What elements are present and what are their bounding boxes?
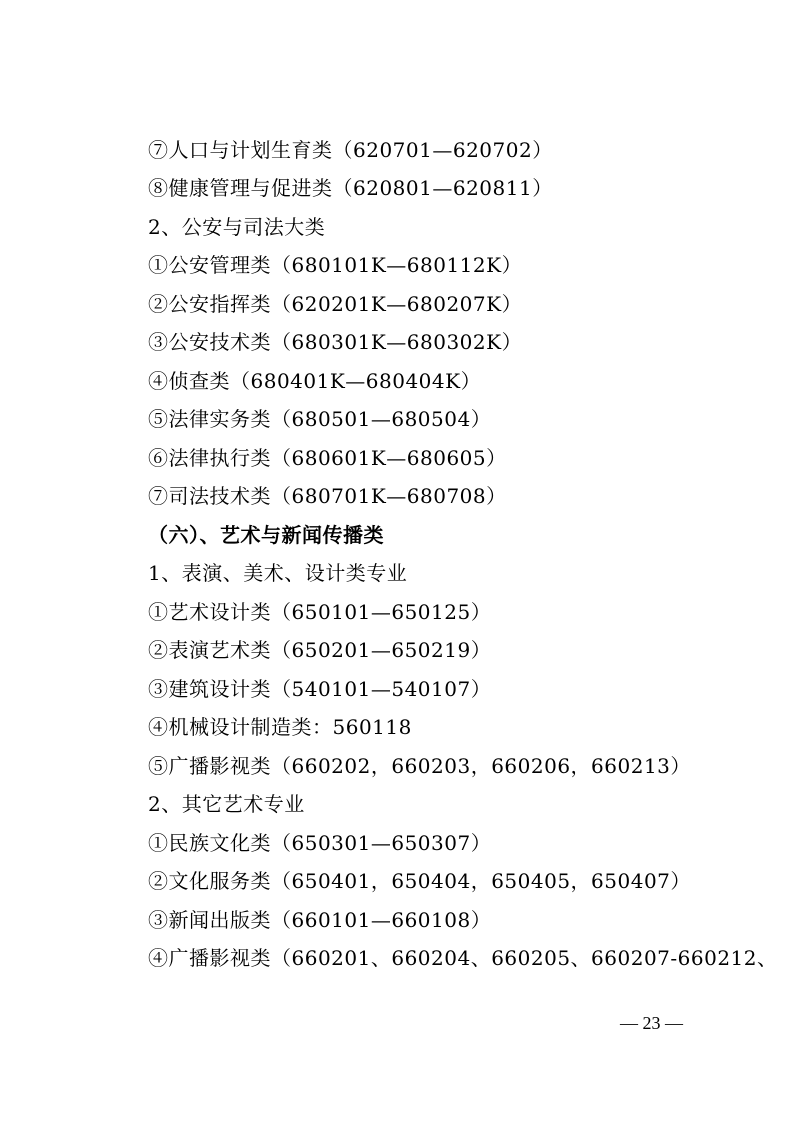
text-line-other-art-majors: 2、其它艺术专业 bbox=[148, 792, 305, 816]
text-line-ethnic-culture: ①民族文化类（650301—650307） bbox=[148, 831, 492, 855]
text-line-performing-arts: ②表演艺术类（650201—650219） bbox=[148, 638, 492, 662]
text-line-law-enforcement: ⑥法律执行类（680601K—680605） bbox=[148, 446, 507, 470]
text-line-architectural-design: ③建筑设计类（540101—540107） bbox=[148, 677, 492, 701]
text-line-public-security-management: ①公安管理类（680101K—680112K） bbox=[148, 253, 523, 277]
text-line-investigation: ④侦查类（680401K—680404K） bbox=[148, 369, 482, 393]
page-number: — 23 — bbox=[620, 1013, 683, 1033]
text-line-public-security-command: ②公安指挥类（620201K—680207K） bbox=[148, 292, 523, 316]
text-line-cultural-services: ②文化服务类（650401，650404，650405，650407） bbox=[148, 869, 691, 893]
text-line-news-publishing: ③新闻出版类（660101—660108） bbox=[148, 908, 492, 932]
text-line-mechanical-design: ④机械设计制造类：560118 bbox=[148, 715, 412, 739]
text-line-population-planning: ⑦人口与计划生育类（620701—620702） bbox=[148, 138, 553, 162]
text-line-legal-practice: ⑤法律实务类（680501—680504） bbox=[148, 407, 492, 431]
section-heading-art-journalism: （六）、艺术与新闻传播类 bbox=[148, 523, 384, 547]
text-line-art-design: ①艺术设计类（650101—650125） bbox=[148, 600, 492, 624]
text-line-public-security-technology: ③公安技术类（680301K—680302K） bbox=[148, 330, 523, 354]
text-line-broadcast-film-1: ⑤广播影视类（660202，660203，660206，660213） bbox=[148, 754, 691, 778]
text-line-performance-art-design: 1、表演、美术、设计类专业 bbox=[148, 561, 408, 585]
text-line-public-security-judicial: 2、公安与司法大类 bbox=[148, 215, 326, 239]
text-line-health-management: ⑧健康管理与促进类（620801—620811） bbox=[148, 176, 553, 200]
text-line-broadcast-film-2: ④广播影视类（660201、660204、660205、660207-660212、 bbox=[148, 946, 778, 970]
text-line-judicial-technology: ⑦司法技术类（680701K—680708） bbox=[148, 484, 507, 508]
